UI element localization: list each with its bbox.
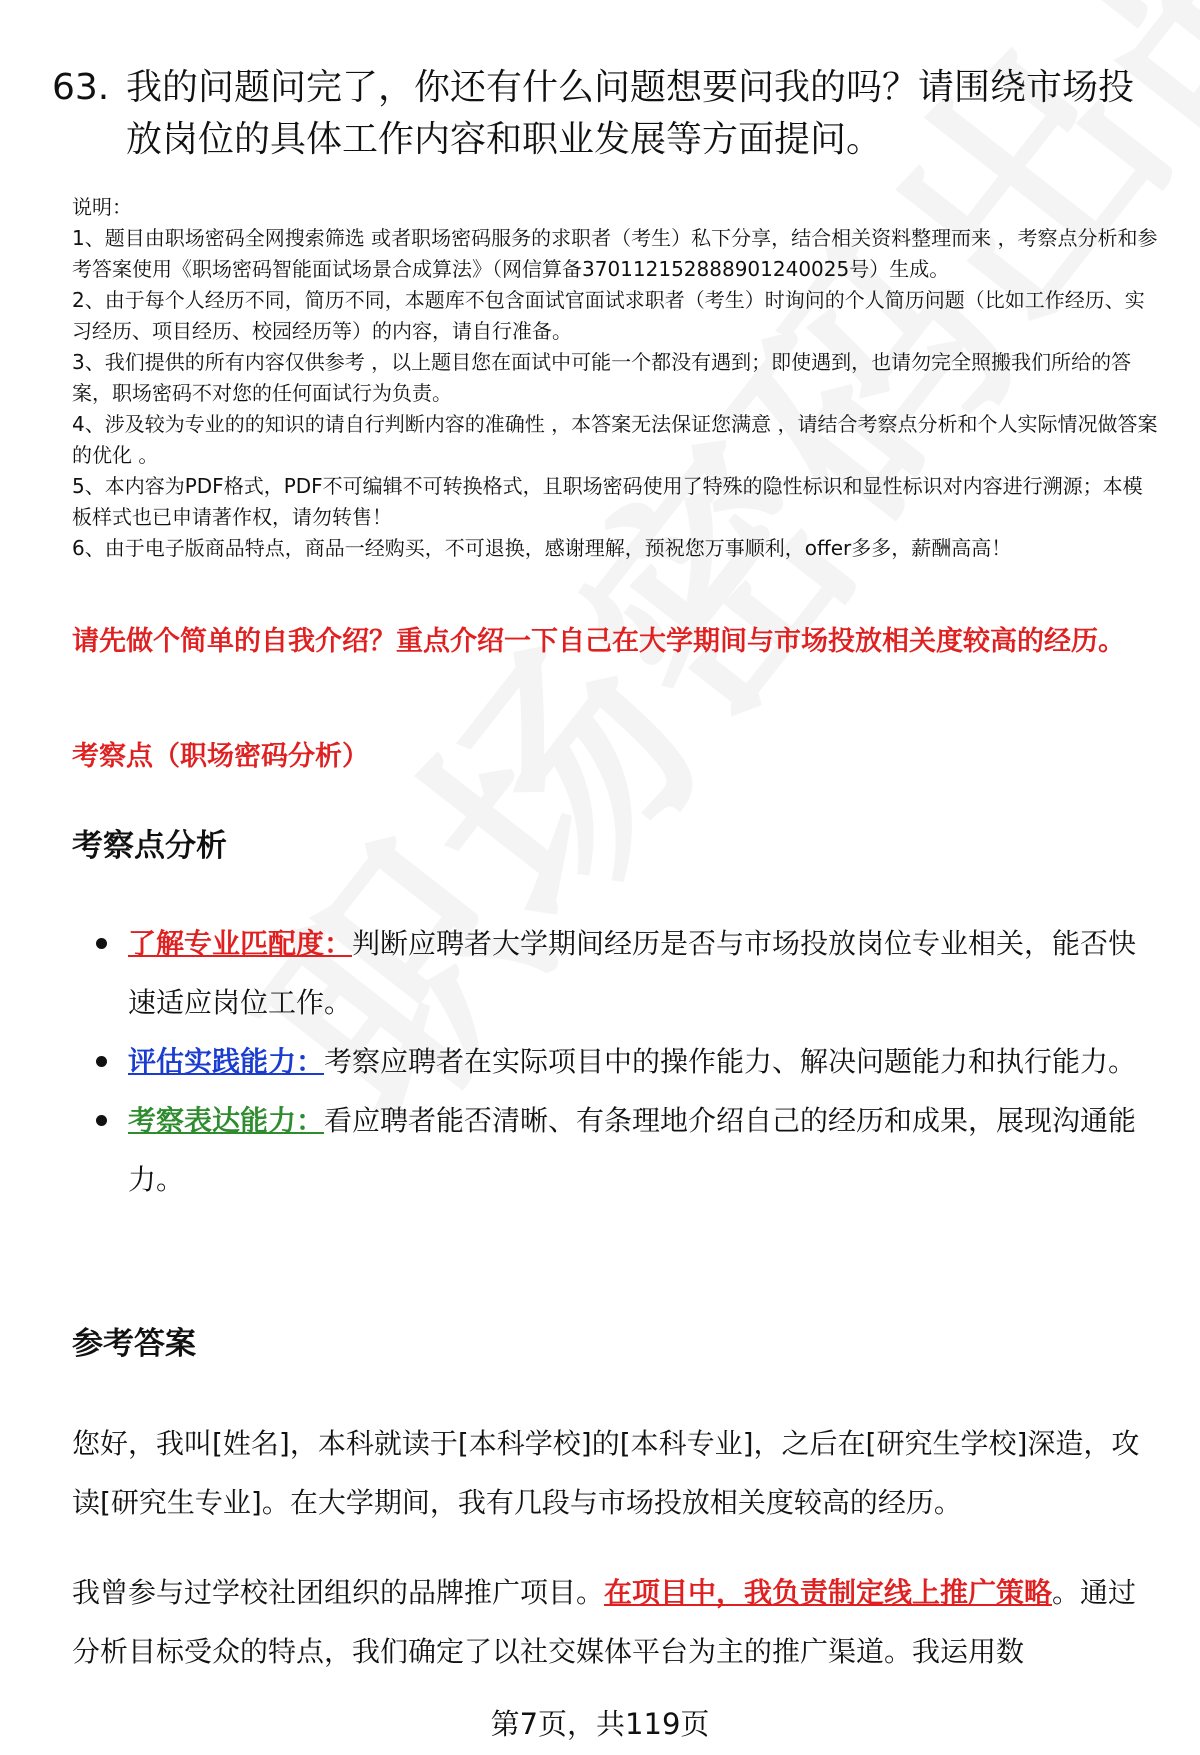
notes-section	[72, 192, 1162, 564]
notes-item: 3、我们提供的所有内容仅供参考 ，以上题目您在面试中可能一个都没有遇到；即使遇到，也请勿完全照搬我们所给的答案，职场密码不对您的任何面试行为负责。	[72, 350, 1132, 405]
bullet-keyword: 考察表达能力：	[128, 1104, 325, 1137]
question-number: 63.	[52, 67, 110, 108]
answer-highlight: 在项目中，我负责制定线上推广策略	[604, 1576, 1053, 1609]
answer-paragraph-2	[72, 1563, 1162, 1681]
notes-item: 4、涉及较为专业的的知识的请自行判断内容的准确性 ，本答案无法保证您满意 ，请结合考察点分析和个人实际情况做答案的优化 。	[72, 412, 1158, 467]
question-title	[52, 62, 1162, 166]
list-item	[72, 1091, 1152, 1209]
notes-item: 5、本内容为PDF格式，PDF不可编辑不可转换格式，且职场密码使用了特殊的隐性标识和显性标识对内容进行溯源；本模板样式也已申请著作权，请勿转售！	[72, 474, 1143, 529]
bullet-keyword: 评估实践能力：	[128, 1045, 325, 1078]
bullet-keyword: 了解专业匹配度：	[128, 927, 353, 960]
bullet-text: 判断应聘者大学期间经历是否与市场投放岗位专业相关，能否快速适应岗位工作。	[128, 927, 1137, 1019]
bullet-text: 看应聘者能否清晰、有条理地介绍自己的经历和成果，展现沟通能力。	[128, 1104, 1137, 1196]
notes-item: 1、题目由职场密码全网搜索筛选 或者职场密码服务的求职者（考生）私下分享，结合相关资料整理而来 ，考察点分析和参考答案使用《职场密码智能面试场景合成算法》（网信算备370112152888901240025号）生成。	[72, 226, 1158, 281]
bullet-text: 考察应聘者在实际项目中的操作能力、解决问题能力和执行能力。	[324, 1045, 1137, 1078]
notes-item: 6、由于电子版商品特点，商品一经购买，不可退换，感谢理解，预祝您万事顺利，offer多多，薪酬高高！	[72, 536, 1012, 560]
question-text: 我的问题问完了，你还有什么问题想要问我的吗？请围绕市场投放岗位的具体工作内容和职业发展等方面提问。	[126, 67, 1135, 160]
list-item	[72, 914, 1152, 1032]
analysis-label: 考察点（职场密码分析）	[72, 741, 369, 772]
sub-question: 请先做个简单的自我介绍？重点介绍一下自己在大学期间与市场投放相关度较高的经历。	[72, 626, 1125, 657]
bullet-dot-icon	[96, 1056, 107, 1067]
analysis-heading: 考察点分析	[72, 828, 227, 864]
page-footer: 第7页，共119页	[490, 1707, 710, 1741]
analysis-list	[72, 914, 1152, 1209]
notes-item: 2、由于每个人经历不同，简历不同，本题库不包含面试官面试求职者（考生）时询问的个人简历问题（比如工作经历、实习经历、项目经历、校园经历等）的内容，请自行准备。	[72, 288, 1145, 343]
answer-text: 我曾参与过学校社团组织的品牌推广项目。	[72, 1576, 605, 1609]
bullet-dot-icon	[96, 938, 107, 949]
answer-text: 。通过分析目标受众的特点，我们确定了以社交媒体平台为主的推广渠道。我运用数	[72, 1576, 1137, 1668]
list-item	[72, 1032, 1152, 1091]
answer-paragraph-1: 您好，我叫[姓名]，本科就读于[本科学校]的[本科专业]，之后在[研究生学校]深造，攻读[研究生专业]。在大学期间，我有几段与市场投放相关度较高的经历。	[72, 1427, 1140, 1519]
notes-heading: 说明：	[72, 195, 132, 219]
answer-heading: 参考答案	[72, 1326, 196, 1362]
bullet-dot-icon	[96, 1115, 107, 1126]
